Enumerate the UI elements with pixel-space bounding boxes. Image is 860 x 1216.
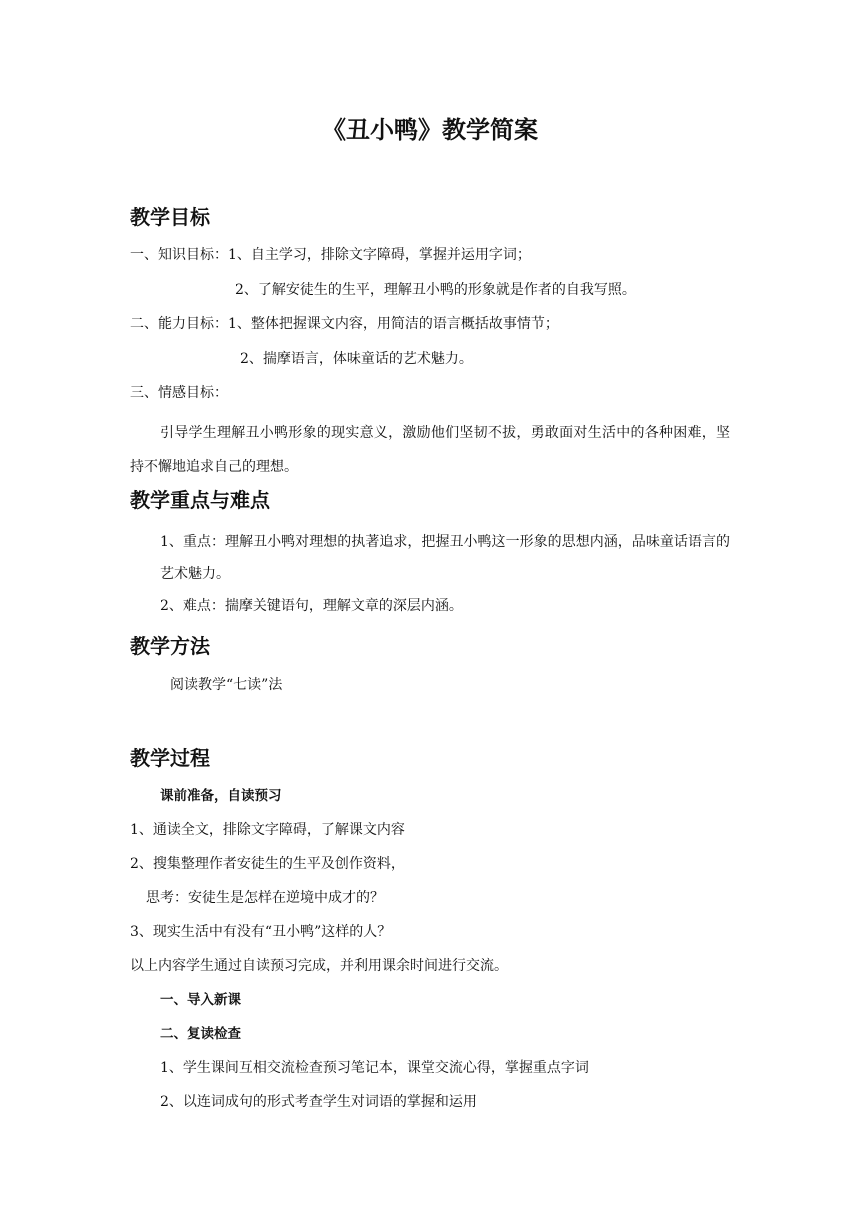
process-prep-note: 以上内容学生通过自读预习完成，并利用课余时间进行交流。 (130, 958, 508, 974)
objective-emotion-text: 引导学生理解丑小鸭形象的现实意义，激励他们坚韧不拔，勇敢面对生活中的各种困难，坚持不懈地追求自己的理想。 (130, 425, 730, 475)
document-title: 《丑小鸭》教学简案 (322, 116, 538, 144)
process-prep-item-3: 3、现实生活中有没有“丑小鸭”这样的人？ (130, 924, 392, 940)
section-heading-process: 教学过程 (130, 746, 210, 770)
process-step-1: 一、导入新课 (160, 992, 241, 1008)
objective-ability-2: 2、揣摩语言，体味童话的艺术魅力。 (240, 351, 473, 367)
objective-knowledge-2: 2、了解安徒生的生平，理解丑小鸭的形象就是作者的自我写照。 (235, 282, 636, 298)
objective-emotion-label: 三、情感目标： (130, 385, 228, 401)
process-prep-item-1: 1、通读全文，排除文字障碍，了解课文内容 (130, 822, 405, 838)
objective-knowledge-1: 一、知识目标：1、自主学习，排除文字障碍，掌握并运用字词； (130, 247, 531, 263)
process-prep-item-2: 2、搜集整理作者安徒生的生平及创作资料， (130, 856, 405, 872)
objective-ability-1: 二、能力目标：1、整体把握课文内容，用简洁的语言概括故事情节； (130, 316, 559, 332)
section-heading-method: 教学方法 (130, 634, 210, 658)
process-prep-think: 思考：安徒生是怎样在逆境中成才的？ (146, 890, 384, 906)
section-heading-key-points: 教学重点与难点 (130, 488, 270, 512)
method-text: 阅读教学“七读”法 (170, 677, 283, 693)
process-step-2-item-2: 2、以连词成句的形式考查学生对词语的掌握和运用 (160, 1094, 477, 1110)
key-point-focus: 1、重点：理解丑小鸭对理想的执著追求，把握丑小鸭这一形象的思想内涵，品味童话语言的艺术魅力。 (160, 534, 730, 582)
process-step-2-item-1: 1、学生课间互相交流检查预习笔记本，课堂交流心得，掌握重点字词 (160, 1060, 589, 1076)
section-heading-objectives: 教学目标 (130, 205, 210, 229)
process-step-2: 二、复读检查 (160, 1026, 241, 1042)
process-prep-title: 课前准备，自读预习 (160, 788, 282, 804)
key-point-difficulty: 2、难点：揣摩关键语句，理解文章的深层内涵。 (160, 598, 463, 614)
